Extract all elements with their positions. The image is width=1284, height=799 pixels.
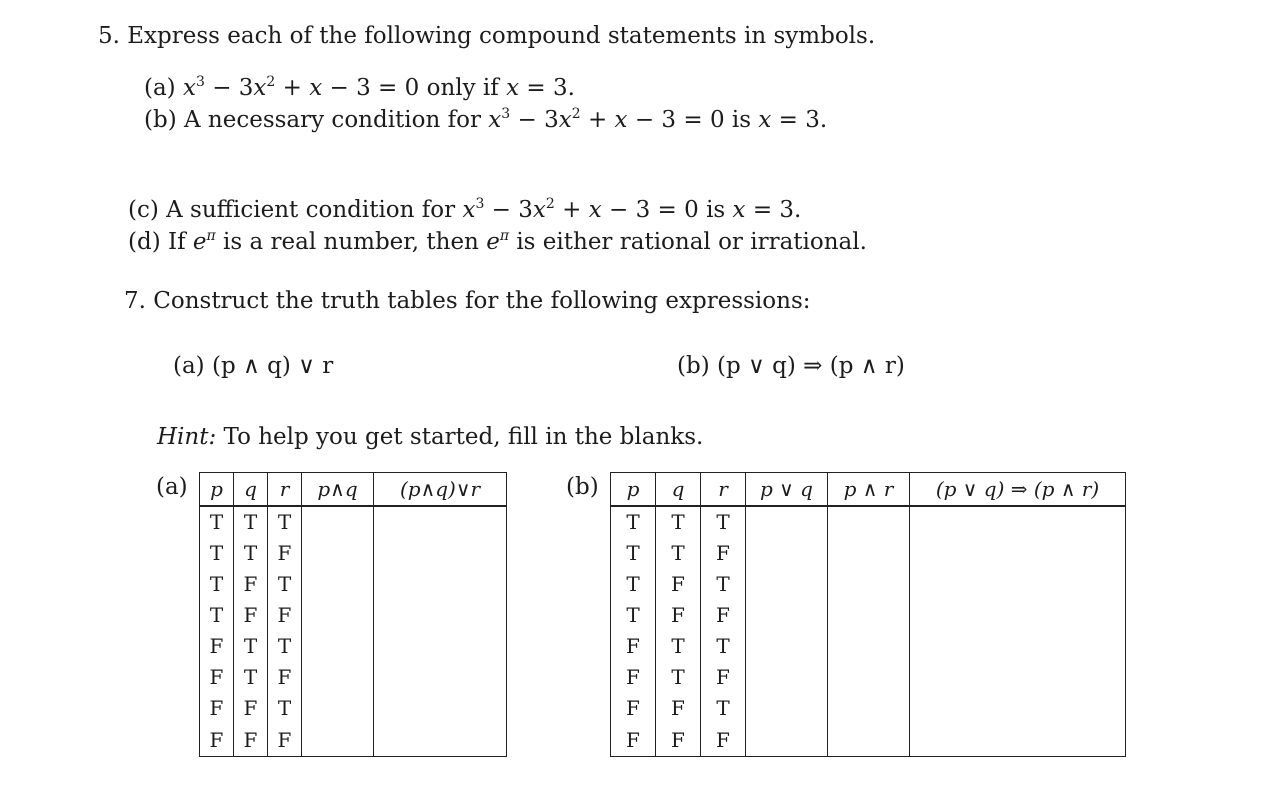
blank-cell[interactable] — [746, 538, 828, 569]
q5-item-b — [144, 106, 827, 134]
truth-value-cell: T — [701, 506, 746, 538]
table-row — [611, 724, 1126, 757]
blank-cell[interactable] — [910, 538, 1126, 569]
poly-end: − 3 = 0 — [322, 75, 420, 101]
truth-value-cell: F — [701, 600, 746, 631]
truth-value-cell: F — [656, 693, 701, 724]
column-header: r — [701, 473, 746, 507]
truth-value-cell: F — [268, 662, 302, 693]
hint — [157, 423, 703, 451]
poly-x: x — [488, 107, 502, 133]
poly-x2: x — [532, 197, 546, 223]
truth-value-cell: T — [656, 506, 701, 538]
eq-3: = 3. — [519, 75, 575, 101]
truth-value-cell: F — [611, 693, 656, 724]
table-row — [200, 569, 507, 600]
poly-x: x — [182, 75, 196, 101]
column-header: r — [268, 473, 302, 507]
poly-square: 2 — [545, 196, 555, 212]
table-row — [200, 662, 507, 693]
poly-square: 2 — [571, 106, 581, 122]
poly-mid2: + — [275, 75, 310, 101]
poly-x3: x — [309, 75, 323, 101]
poly-x: x — [462, 197, 476, 223]
truth-value-cell: F — [268, 600, 302, 631]
blank-cell[interactable] — [302, 569, 374, 600]
poly-square: 2 — [266, 74, 276, 90]
table-row — [611, 631, 1126, 662]
poly-mid2: + — [580, 107, 615, 133]
blank-cell[interactable] — [828, 600, 910, 631]
blank-cell[interactable] — [374, 569, 507, 600]
blank-cell[interactable] — [746, 631, 828, 662]
q5-c-prefix: (c) A sufficient condition for — [128, 197, 456, 223]
truth-value-cell: T — [701, 693, 746, 724]
truth-value-cell: F — [234, 724, 268, 757]
blank-cell[interactable] — [374, 506, 507, 538]
q5-item-a — [144, 74, 575, 102]
poly-end: − 3 = 0 — [601, 197, 699, 223]
truth-value-cell: T — [656, 538, 701, 569]
poly-x3: x — [614, 107, 628, 133]
truth-value-cell: F — [611, 724, 656, 757]
truth-value-cell: F — [200, 724, 234, 757]
poly-x2: x — [558, 107, 572, 133]
truth-value-cell: T — [611, 506, 656, 538]
poly-x2: x — [253, 75, 267, 101]
poly-cube: 3 — [475, 196, 485, 212]
blank-cell[interactable] — [910, 506, 1126, 538]
blank-cell[interactable] — [828, 538, 910, 569]
q5-d-prefix: (d) If — [128, 229, 186, 255]
table-header-row — [200, 473, 507, 507]
truth-value-cell: T — [200, 538, 234, 569]
column-header: p ∧ r — [828, 473, 910, 507]
blank-cell[interactable] — [746, 506, 828, 538]
poly-cube: 3 — [501, 106, 511, 122]
blank-cell[interactable] — [374, 724, 507, 757]
blank-cell[interactable] — [302, 600, 374, 631]
table-a-label: (a) — [156, 474, 188, 500]
truth-value-cell: T — [656, 662, 701, 693]
q5-b-prefix: (b) A necessary condition for — [144, 107, 481, 133]
truth-value-cell: F — [701, 538, 746, 569]
blank-cell[interactable] — [374, 538, 507, 569]
blank-cell[interactable] — [828, 569, 910, 600]
q5-a-prefix: (a) — [144, 75, 176, 101]
truth-value-cell: F — [200, 662, 234, 693]
hint-text: To help you get started, fill in the blanks. — [223, 424, 704, 450]
q7-heading: 7. Construct the truth tables for the following expressions: — [124, 288, 811, 314]
blank-cell[interactable] — [746, 569, 828, 600]
eq-3: = 3. — [745, 197, 802, 223]
table-row — [200, 724, 507, 757]
blank-cell[interactable] — [374, 693, 507, 724]
truth-value-cell: T — [268, 569, 302, 600]
table-row — [611, 600, 1126, 631]
truth-value-cell: F — [701, 724, 746, 757]
table-header-row — [611, 473, 1126, 507]
column-header: q — [656, 473, 701, 507]
column-header: p ∨ q — [746, 473, 828, 507]
blank-cell[interactable] — [302, 662, 374, 693]
blank-cell[interactable] — [746, 693, 828, 724]
table-row — [200, 538, 507, 569]
column-header: p∧q — [302, 473, 374, 507]
q5-item-d — [128, 228, 867, 256]
blank-cell[interactable] — [828, 631, 910, 662]
truth-value-cell: T — [268, 693, 302, 724]
truth-value-cell: T — [268, 506, 302, 538]
pi-symbol: π — [206, 228, 216, 244]
table-row — [200, 631, 507, 662]
truth-value-cell: F — [200, 693, 234, 724]
table-row — [611, 569, 1126, 600]
truth-value-cell: F — [234, 693, 268, 724]
table-row — [200, 506, 507, 538]
column-header: (p ∨ q) ⇒ (p ∧ r) — [910, 473, 1126, 507]
x-var: x — [732, 197, 746, 223]
truth-value-cell: F — [656, 600, 701, 631]
truth-table-a — [199, 472, 507, 757]
blank-cell[interactable] — [828, 724, 910, 757]
blank-cell[interactable] — [746, 662, 828, 693]
blank-cell[interactable] — [910, 724, 1126, 757]
truth-value-cell: T — [234, 538, 268, 569]
truth-value-cell: F — [701, 662, 746, 693]
table-row — [611, 538, 1126, 569]
e-symbol: e — [192, 229, 207, 255]
blank-cell[interactable] — [910, 631, 1126, 662]
q7-item-b: (b) (p ∨ q) ⇒ (p ∧ r) — [677, 353, 905, 379]
poly-mid1: − 3 — [510, 107, 559, 133]
blank-cell[interactable] — [910, 600, 1126, 631]
truth-value-cell: T — [611, 600, 656, 631]
truth-value-cell: F — [234, 569, 268, 600]
table-row — [200, 693, 507, 724]
q5-d-mid: is a real number, then — [223, 229, 479, 255]
table-row — [611, 506, 1126, 538]
eq-3: = 3. — [771, 107, 828, 133]
truth-value-cell: F — [656, 569, 701, 600]
blank-cell[interactable] — [746, 724, 828, 757]
truth-value-cell: F — [611, 662, 656, 693]
q5-b-is: is — [731, 107, 752, 133]
blank-cell[interactable] — [302, 631, 374, 662]
blank-cell[interactable] — [910, 569, 1126, 600]
truth-value-cell: T — [234, 506, 268, 538]
q5-heading: 5. Express each of the following compound statements in symbols. — [98, 23, 876, 49]
blank-cell[interactable] — [828, 662, 910, 693]
column-header: p — [200, 473, 234, 507]
hint-label: Hint: — [157, 424, 217, 450]
q7-item-a: (a) (p ∧ q) ∨ r — [173, 353, 334, 379]
blank-cell[interactable] — [302, 724, 374, 757]
poly-x3: x — [588, 197, 602, 223]
table-b-label: (b) — [566, 474, 599, 500]
blank-cell[interactable] — [374, 631, 507, 662]
poly-end: − 3 = 0 — [627, 107, 725, 133]
q5-item-c — [128, 196, 801, 224]
column-header: q — [234, 473, 268, 507]
blank-cell[interactable] — [828, 506, 910, 538]
poly-mid2: + — [554, 197, 589, 223]
truth-value-cell: T — [611, 569, 656, 600]
table-row — [611, 662, 1126, 693]
poly-mid1: − 3 — [484, 197, 533, 223]
blank-cell[interactable] — [828, 693, 910, 724]
blank-cell[interactable] — [374, 600, 507, 631]
truth-value-cell: F — [611, 631, 656, 662]
blank-cell[interactable] — [302, 538, 374, 569]
poly-cube: 3 — [195, 74, 205, 90]
truth-value-cell: T — [268, 631, 302, 662]
x-var: x — [758, 107, 772, 133]
truth-value-cell: F — [268, 538, 302, 569]
truth-value-cell: T — [234, 631, 268, 662]
truth-table-b — [610, 472, 1126, 757]
truth-value-cell: T — [701, 631, 746, 662]
pi-symbol: π — [499, 228, 510, 244]
e-symbol: e — [486, 229, 500, 255]
truth-value-cell: T — [200, 600, 234, 631]
q5-a-text: only if — [426, 75, 499, 101]
column-header: (p∧q)∨r — [374, 473, 507, 507]
q5-c-is: is — [706, 197, 726, 223]
truth-value-cell: T — [656, 631, 701, 662]
table-row — [611, 693, 1126, 724]
table-row — [200, 600, 507, 631]
truth-value-cell: T — [200, 506, 234, 538]
blank-cell[interactable] — [302, 693, 374, 724]
column-header: p — [611, 473, 656, 507]
truth-value-cell: F — [656, 724, 701, 757]
truth-value-cell: T — [200, 569, 234, 600]
truth-value-cell: F — [200, 631, 234, 662]
truth-value-cell: T — [234, 662, 268, 693]
blank-cell[interactable] — [746, 600, 828, 631]
x-var: x — [506, 75, 520, 101]
truth-value-cell: F — [268, 724, 302, 757]
blank-cell[interactable] — [374, 662, 507, 693]
blank-cell[interactable] — [910, 693, 1126, 724]
truth-value-cell: T — [701, 569, 746, 600]
truth-value-cell: T — [611, 538, 656, 569]
q5-d-end: is either rational or irrational. — [516, 229, 867, 255]
blank-cell[interactable] — [302, 506, 374, 538]
blank-cell[interactable] — [910, 662, 1126, 693]
truth-value-cell: F — [234, 600, 268, 631]
poly-mid1: − 3 — [204, 75, 254, 101]
